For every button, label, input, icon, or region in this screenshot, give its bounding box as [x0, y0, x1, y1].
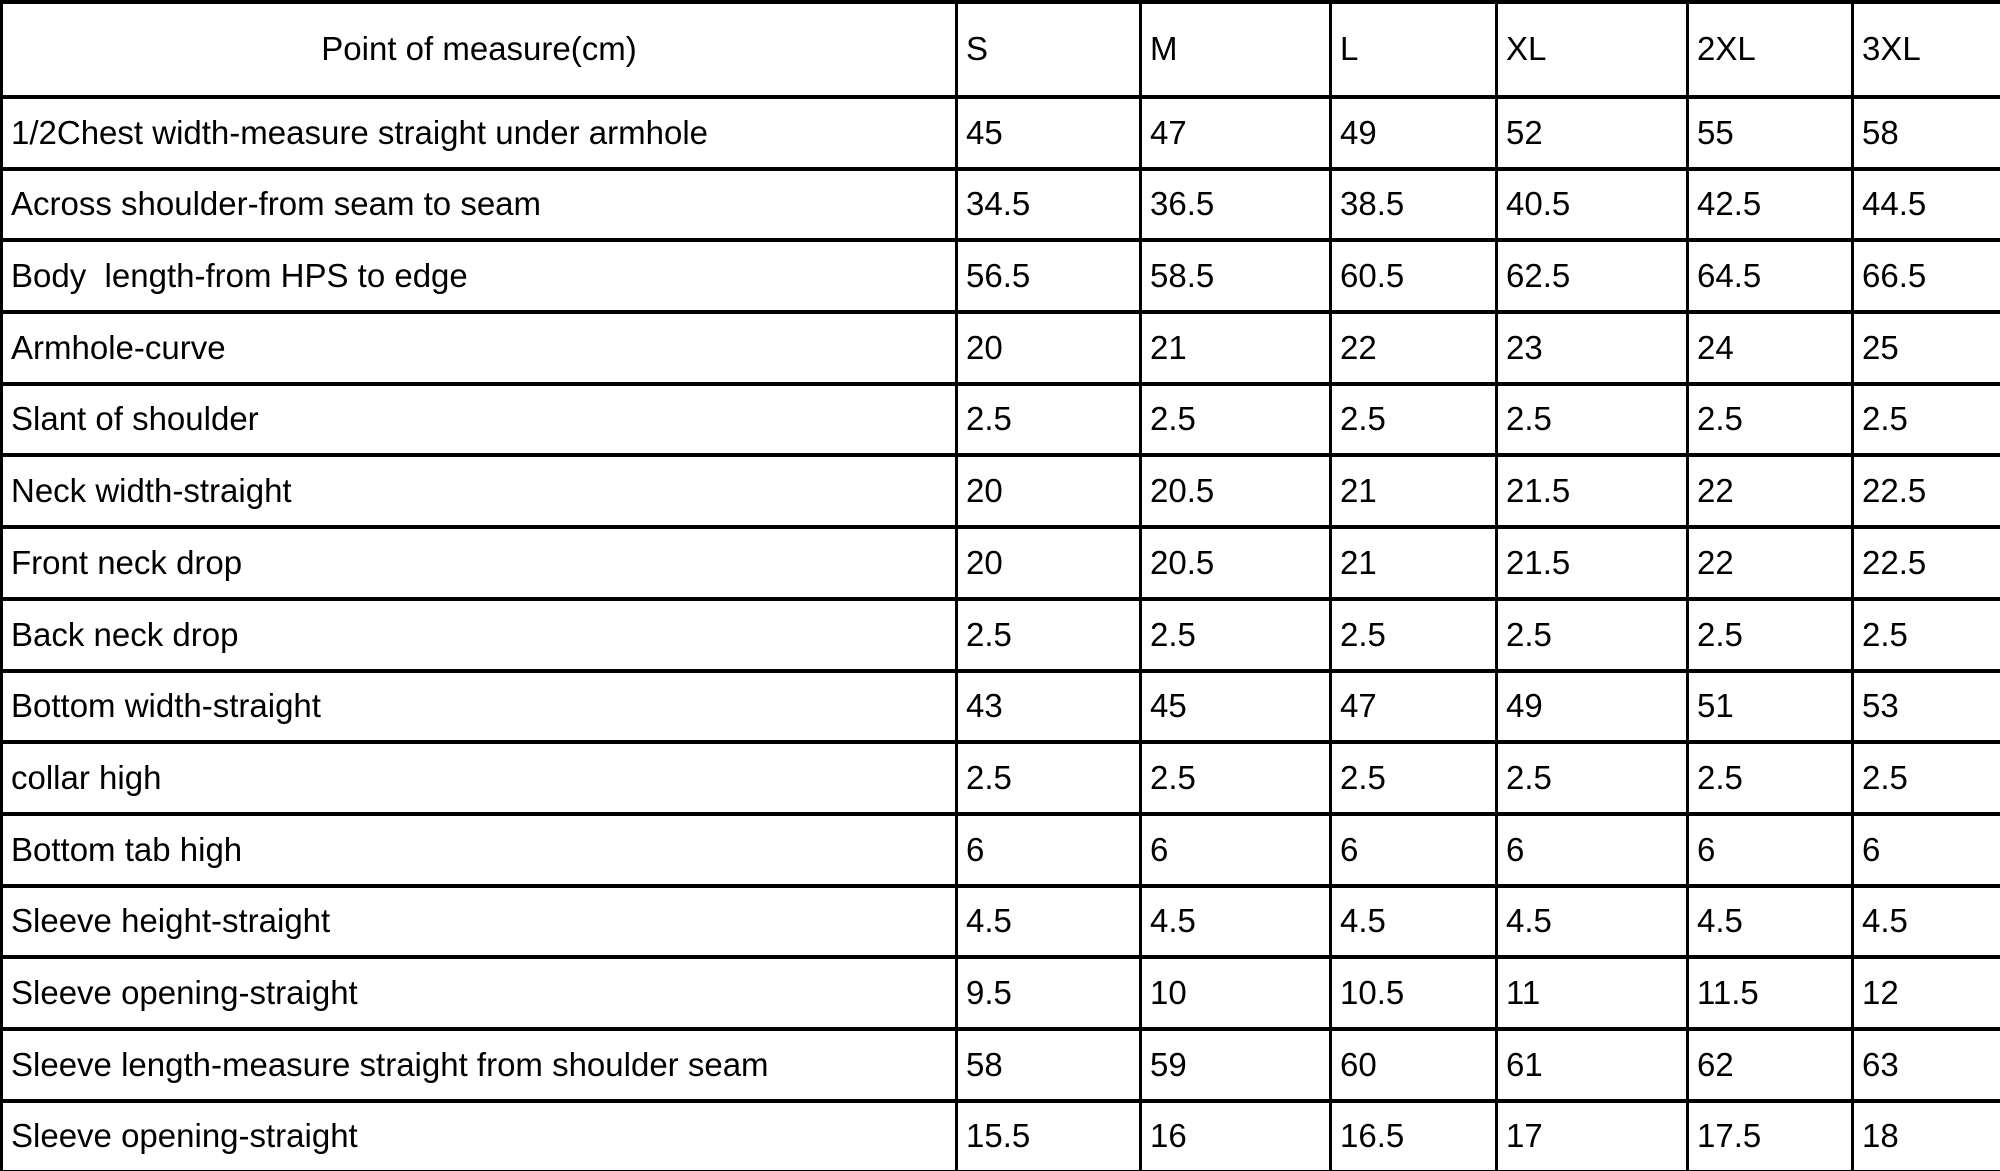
measurement-value: 34.5 [957, 169, 1141, 241]
measurement-value: 44.5 [1853, 169, 2000, 241]
measurement-value: 6 [1497, 814, 1688, 886]
measurement-value: 2.5 [957, 742, 1141, 814]
measurement-value: 21 [1331, 527, 1497, 599]
measurement-value: 55 [1688, 97, 1853, 169]
measurement-value: 2.5 [1141, 599, 1331, 671]
table-row [2, 742, 2000, 814]
measurement-value: 20 [957, 527, 1141, 599]
measurement-value: 6 [1688, 814, 1853, 886]
measurement-value: 56.5 [957, 240, 1141, 312]
measurement-value: 2.5 [1688, 742, 1853, 814]
measurement-value: 22 [1688, 455, 1853, 527]
measurement-value: 38.5 [1331, 169, 1497, 241]
table-row [2, 527, 2000, 599]
table-row [2, 169, 2000, 241]
measurement-value: 16.5 [1331, 1101, 1497, 1171]
measurement-value: 6 [957, 814, 1141, 886]
measurement-value: 23 [1497, 312, 1688, 384]
measurement-value: 21 [1331, 455, 1497, 527]
measurement-value: 21.5 [1497, 455, 1688, 527]
row-label: Bottom width-straight [2, 671, 957, 743]
column-header-size-s: S [957, 2, 1141, 97]
measurement-value: 2.5 [957, 384, 1141, 456]
measurement-value: 6 [1853, 814, 2000, 886]
measurement-value: 15.5 [957, 1101, 1141, 1171]
measurement-value: 6 [1141, 814, 1331, 886]
row-label: 1/2Chest width-measure straight under armhole [2, 97, 957, 169]
measurement-value: 4.5 [957, 886, 1141, 958]
measurement-value: 66.5 [1853, 240, 2000, 312]
measurement-value: 16 [1141, 1101, 1331, 1171]
column-header-size-l: L [1331, 2, 1497, 97]
measurement-value: 21 [1141, 312, 1331, 384]
measurement-value: 25 [1853, 312, 2000, 384]
table-row [2, 814, 2000, 886]
row-label: Sleeve opening-straight [2, 1101, 957, 1171]
row-label: Body length-from HPS to edge [2, 240, 957, 312]
row-label: Sleeve opening-straight [2, 957, 957, 1029]
measurement-value: 20.5 [1141, 527, 1331, 599]
measurement-value: 4.5 [1331, 886, 1497, 958]
row-label: Front neck drop [2, 527, 957, 599]
measurement-value: 45 [957, 97, 1141, 169]
measurement-value: 4.5 [1853, 886, 2000, 958]
measurement-value: 53 [1853, 671, 2000, 743]
measurement-value: 20.5 [1141, 455, 1331, 527]
measurement-value: 17.5 [1688, 1101, 1853, 1171]
row-label: Across shoulder-from seam to seam [2, 169, 957, 241]
header-row [2, 2, 2000, 97]
measurement-value: 61 [1497, 1029, 1688, 1101]
measurement-value: 22 [1688, 527, 1853, 599]
table-row [2, 599, 2000, 671]
measurement-value: 22.5 [1853, 455, 2000, 527]
measurement-value: 47 [1141, 97, 1331, 169]
measurement-value: 58.5 [1141, 240, 1331, 312]
measurement-value: 4.5 [1688, 886, 1853, 958]
measurement-value: 2.5 [1141, 384, 1331, 456]
measurement-value: 22 [1331, 312, 1497, 384]
row-label: Sleeve length-measure straight from shoulder seam [2, 1029, 957, 1101]
measurement-value: 20 [957, 455, 1141, 527]
measurement-value: 2.5 [1331, 384, 1497, 456]
measurement-value: 22.5 [1853, 527, 2000, 599]
measurement-value: 63 [1853, 1029, 2000, 1101]
table-row [2, 97, 2000, 169]
row-label: Sleeve height-straight [2, 886, 957, 958]
table-row [2, 957, 2000, 1029]
measurement-value: 45 [1141, 671, 1331, 743]
measurement-value: 24 [1688, 312, 1853, 384]
table-row [2, 886, 2000, 958]
measurement-value: 2.5 [1497, 384, 1688, 456]
row-label: Armhole-curve [2, 312, 957, 384]
row-label: Slant of shoulder [2, 384, 957, 456]
measurement-value: 59 [1141, 1029, 1331, 1101]
measurement-value: 2.5 [1688, 384, 1853, 456]
measurement-value: 49 [1331, 97, 1497, 169]
measurement-value: 40.5 [1497, 169, 1688, 241]
column-header-size-2xl: 2XL [1688, 2, 1853, 97]
column-header-size-m: M [1141, 2, 1331, 97]
measurement-value: 60 [1331, 1029, 1497, 1101]
measurement-value: 2.5 [1331, 742, 1497, 814]
column-header-size-3xl: 3XL [1853, 2, 2000, 97]
table-row [2, 455, 2000, 527]
measurement-value: 21.5 [1497, 527, 1688, 599]
measurement-value: 6 [1331, 814, 1497, 886]
measurement-value: 10 [1141, 957, 1331, 1029]
measurement-value: 18 [1853, 1101, 2000, 1171]
table-row [2, 312, 2000, 384]
row-label: Bottom tab high [2, 814, 957, 886]
measurement-value: 10.5 [1331, 957, 1497, 1029]
measurement-value: 12 [1853, 957, 2000, 1029]
measurement-value: 2.5 [1141, 742, 1331, 814]
measurement-value: 52 [1497, 97, 1688, 169]
measurement-value: 2.5 [1853, 742, 2000, 814]
measurement-value: 4.5 [1141, 886, 1331, 958]
measurement-value: 36.5 [1141, 169, 1331, 241]
row-label: collar high [2, 742, 957, 814]
measurement-value: 4.5 [1497, 886, 1688, 958]
measurement-value: 11 [1497, 957, 1688, 1029]
measurement-value: 42.5 [1688, 169, 1853, 241]
measurement-value: 9.5 [957, 957, 1141, 1029]
table-row [2, 240, 2000, 312]
measurement-value: 47 [1331, 671, 1497, 743]
row-label: Back neck drop [2, 599, 957, 671]
measurement-value: 49 [1497, 671, 1688, 743]
measurement-value: 2.5 [1497, 742, 1688, 814]
column-header-size-xl: XL [1497, 2, 1688, 97]
measurement-value: 2.5 [1688, 599, 1853, 671]
measurement-value: 51 [1688, 671, 1853, 743]
measurement-value: 2.5 [1853, 384, 2000, 456]
measurement-value: 64.5 [1688, 240, 1853, 312]
table-row [2, 1029, 2000, 1101]
measurement-value: 11.5 [1688, 957, 1853, 1029]
measurement-value: 2.5 [1331, 599, 1497, 671]
measurement-value: 60.5 [1331, 240, 1497, 312]
table-row [2, 384, 2000, 456]
table-row [2, 1101, 2000, 1171]
measurement-value: 58 [957, 1029, 1141, 1101]
table-row [2, 671, 2000, 743]
measurement-value: 2.5 [957, 599, 1141, 671]
measurement-value: 2.5 [1497, 599, 1688, 671]
measurement-value: 17 [1497, 1101, 1688, 1171]
column-header-point-of-measure: Point of measure(cm) [2, 2, 957, 97]
measurement-value: 20 [957, 312, 1141, 384]
measurement-value: 2.5 [1853, 599, 2000, 671]
row-label: Neck width-straight [2, 455, 957, 527]
measurement-value: 62 [1688, 1029, 1853, 1101]
measurement-value: 58 [1853, 97, 2000, 169]
measurement-value: 62.5 [1497, 240, 1688, 312]
measurement-value: 43 [957, 671, 1141, 743]
